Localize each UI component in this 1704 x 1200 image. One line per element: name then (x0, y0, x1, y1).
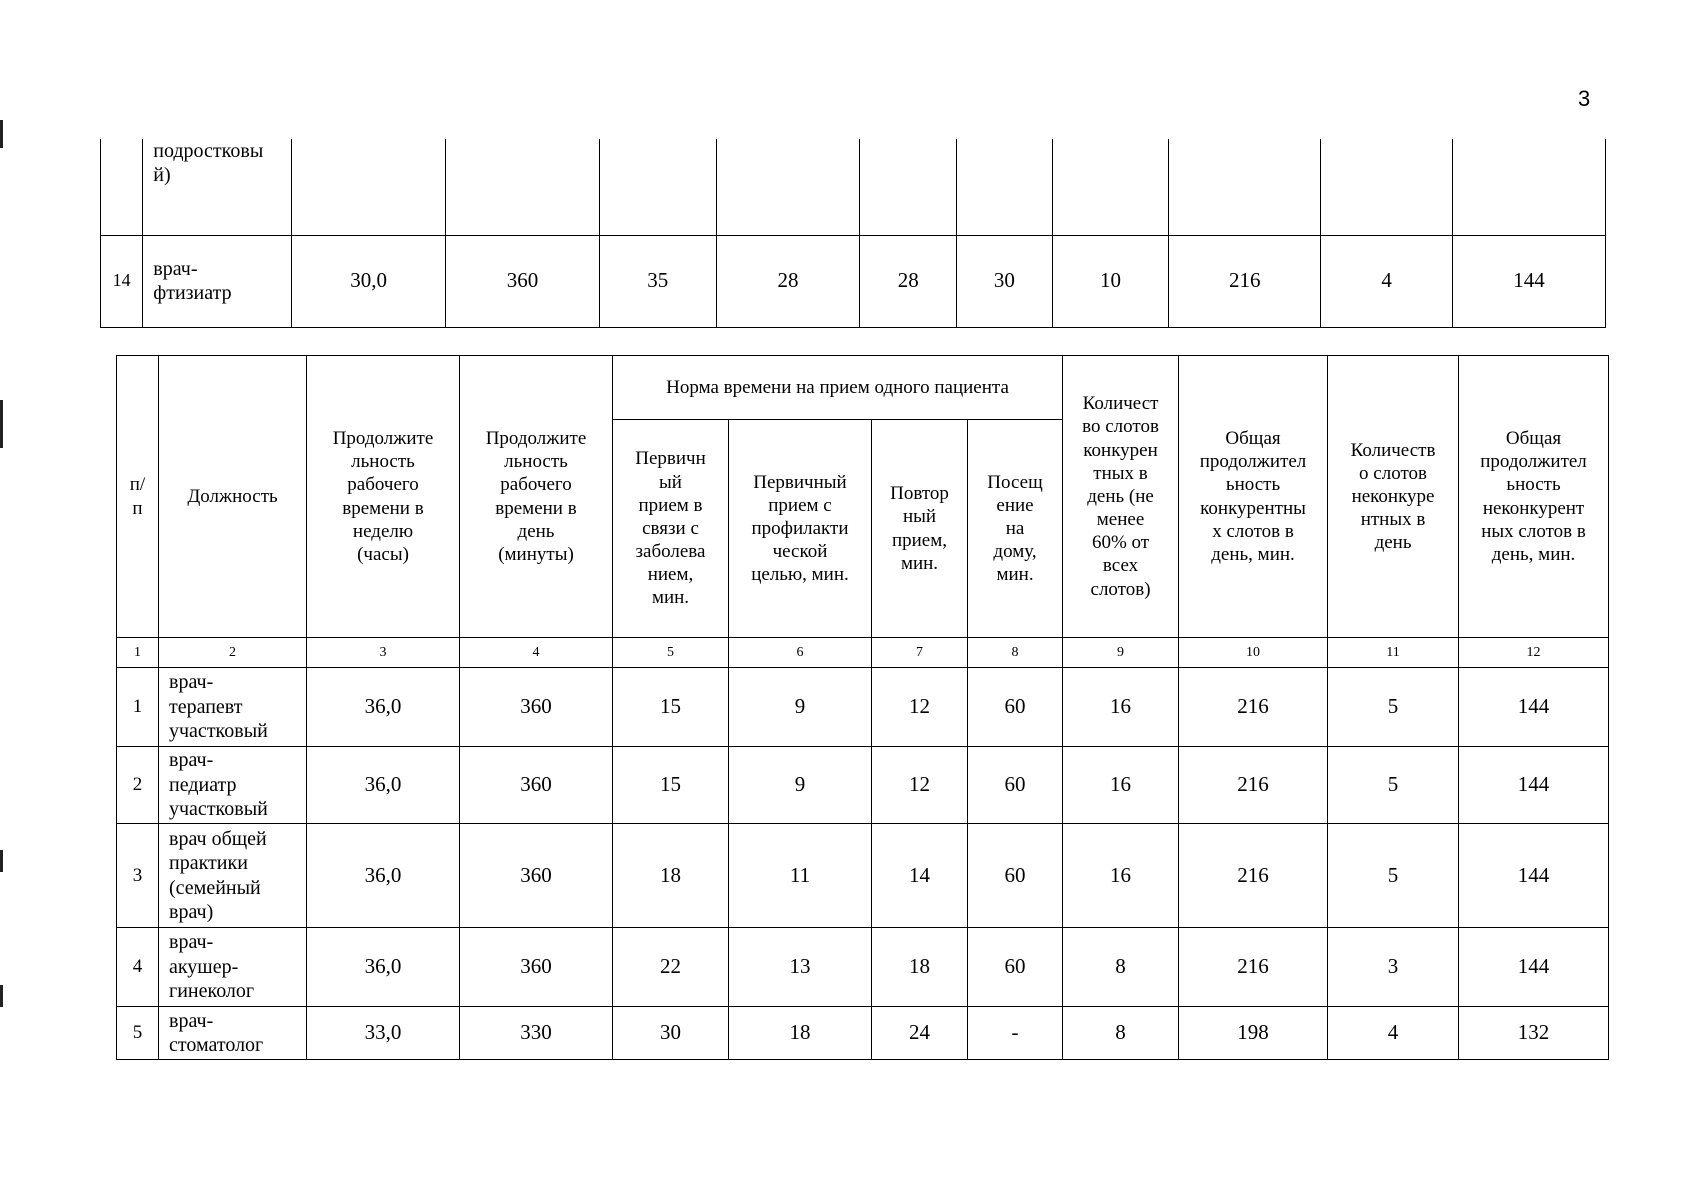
value-cell: 360 (460, 928, 613, 1007)
column-index: 6 (729, 638, 872, 668)
col-header-position: Должность (159, 356, 307, 638)
column-index: 10 (1179, 638, 1328, 668)
value-cell: 5 (1328, 824, 1459, 928)
value-cell: 216 (1169, 235, 1321, 327)
column-index: 1 (117, 638, 159, 668)
value-cell: 60 (968, 824, 1063, 928)
continuation-table (100, 139, 1606, 328)
value-cell: 144 (1459, 668, 1609, 747)
value-cell: 330 (460, 1007, 613, 1060)
scan-margin-mark (0, 850, 3, 872)
header-row (117, 356, 1609, 420)
value-cell: 198 (1179, 1007, 1328, 1060)
value-cell: 12 (872, 668, 968, 747)
value-cell: 28 (716, 235, 860, 327)
norms-table (116, 355, 1609, 1060)
value-cell: 13 (729, 928, 872, 1007)
col-header-comp-duration: Общая продолжител ьность конкурентны х слотов в день, мин. (1179, 356, 1328, 638)
value-cell: 36,0 (307, 824, 460, 928)
value-cell: 360 (460, 824, 613, 928)
page-number: 3 (1578, 86, 1591, 111)
column-index: 12 (1459, 638, 1609, 668)
col-header-norm-group: Норма времени на прием одного пациента (613, 356, 1063, 420)
scan-margin-mark (0, 120, 3, 148)
value-cell: 18 (729, 1007, 872, 1060)
value-cell: 4 (1328, 1007, 1459, 1060)
value-cell: 144 (1459, 747, 1609, 824)
col-header-repeat: Повтор ный прием, мин. (872, 420, 968, 638)
table-row (117, 668, 1609, 747)
value-cell: 16 (1063, 824, 1179, 928)
value-cell: 16 (1063, 668, 1179, 747)
value-cell: 11 (729, 824, 872, 928)
value-cell: 4 (1321, 235, 1453, 327)
table-row (101, 235, 1606, 327)
value-cell: 144 (1459, 824, 1609, 928)
column-index: 8 (968, 638, 1063, 668)
value-cell: 60 (968, 928, 1063, 1007)
value-cell: 36,0 (307, 928, 460, 1007)
position-cell: врач- акушер- гинеколог (159, 928, 307, 1007)
column-index: 3 (307, 638, 460, 668)
value-cell: 60 (968, 668, 1063, 747)
value-cell: - (968, 1007, 1063, 1060)
value-cell: 28 (860, 235, 957, 327)
column-index: 5 (613, 638, 729, 668)
value-cell: 216 (1179, 928, 1328, 1007)
value-cell: 22 (613, 928, 729, 1007)
column-index: 9 (1063, 638, 1179, 668)
value-cell: 14 (872, 824, 968, 928)
value-cell: 36,0 (307, 747, 460, 824)
position-cell: врач общей практики (семейный врач) (159, 824, 307, 928)
value-cell: 144 (1459, 928, 1609, 1007)
col-header-number: п/ п (117, 356, 159, 638)
col-header-hours-week: Продолжите льность рабочего времени в неделю (часы) (307, 356, 460, 638)
value-cell: 24 (872, 1007, 968, 1060)
row-number: 1 (117, 668, 159, 747)
value-cell: 15 (613, 747, 729, 824)
position-cell: врач- педиатр участковый (159, 747, 307, 824)
value-cell: 30,0 (292, 235, 446, 327)
table-row (117, 1007, 1609, 1060)
value-cell: 5 (1328, 668, 1459, 747)
continuation-row (101, 139, 1606, 235)
column-index: 11 (1328, 638, 1459, 668)
col-header-noncomp-duration: Общая продолжител ьность неконкурент ных слотов в день, мин. (1459, 356, 1609, 638)
row-number: 14 (101, 235, 143, 327)
value-cell: 10 (1052, 235, 1169, 327)
value-cell: 360 (446, 235, 600, 327)
position-cell: врач- фтизиатр (143, 235, 292, 327)
value-cell: 12 (872, 747, 968, 824)
row-number: 3 (117, 824, 159, 928)
value-cell: 3 (1328, 928, 1459, 1007)
position-cell: врач- терапевт участковый (159, 668, 307, 747)
index-row (117, 638, 1609, 668)
value-cell: 18 (872, 928, 968, 1007)
position-cell: врач- стоматолог (159, 1007, 307, 1060)
value-cell: 18 (613, 824, 729, 928)
value-cell: 36,0 (307, 668, 460, 747)
value-cell: 33,0 (307, 1007, 460, 1060)
value-cell: 360 (460, 668, 613, 747)
value-cell: 60 (968, 747, 1063, 824)
value-cell: 35 (599, 235, 716, 327)
row-number: 4 (117, 928, 159, 1007)
col-header-primary-prevent: Первичный прием с профилакти ческой целью, мин. (729, 420, 872, 638)
value-cell: 144 (1452, 235, 1605, 327)
row-number: 5 (117, 1007, 159, 1060)
value-cell: 132 (1459, 1007, 1609, 1060)
table-row (117, 928, 1609, 1007)
table-row (117, 824, 1609, 928)
column-index: 2 (159, 638, 307, 668)
value-cell: 30 (957, 235, 1053, 327)
col-header-minutes-day: Продолжите льность рабочего времени в день (минуты) (460, 356, 613, 638)
col-header-noncomp-slots: Количеств о слотов неконкуре нтных в день (1328, 356, 1459, 638)
col-header-comp-slots: Количест во слотов конкурен тных в день (не менее 60% от всех слотов) (1063, 356, 1179, 638)
column-index: 7 (872, 638, 968, 668)
value-cell: 360 (460, 747, 613, 824)
scan-margin-mark (0, 985, 3, 1007)
value-cell: 8 (1063, 1007, 1179, 1060)
position-cell: подростковы й) (143, 139, 292, 235)
column-index: 4 (460, 638, 613, 668)
col-header-home: Посещ ение на дому, мин. (968, 420, 1063, 638)
col-header-primary-disease: Первичн ый прием в связи с заболева нием, мин. (613, 420, 729, 638)
value-cell: 15 (613, 668, 729, 747)
value-cell: 8 (1063, 928, 1179, 1007)
table-row (117, 747, 1609, 824)
value-cell: 216 (1179, 824, 1328, 928)
value-cell: 216 (1179, 747, 1328, 824)
value-cell: 30 (613, 1007, 729, 1060)
value-cell: 9 (729, 668, 872, 747)
scan-margin-mark (0, 400, 3, 448)
value-cell: 216 (1179, 668, 1328, 747)
row-number: 2 (117, 747, 159, 824)
value-cell: 5 (1328, 747, 1459, 824)
value-cell: 9 (729, 747, 872, 824)
value-cell: 16 (1063, 747, 1179, 824)
